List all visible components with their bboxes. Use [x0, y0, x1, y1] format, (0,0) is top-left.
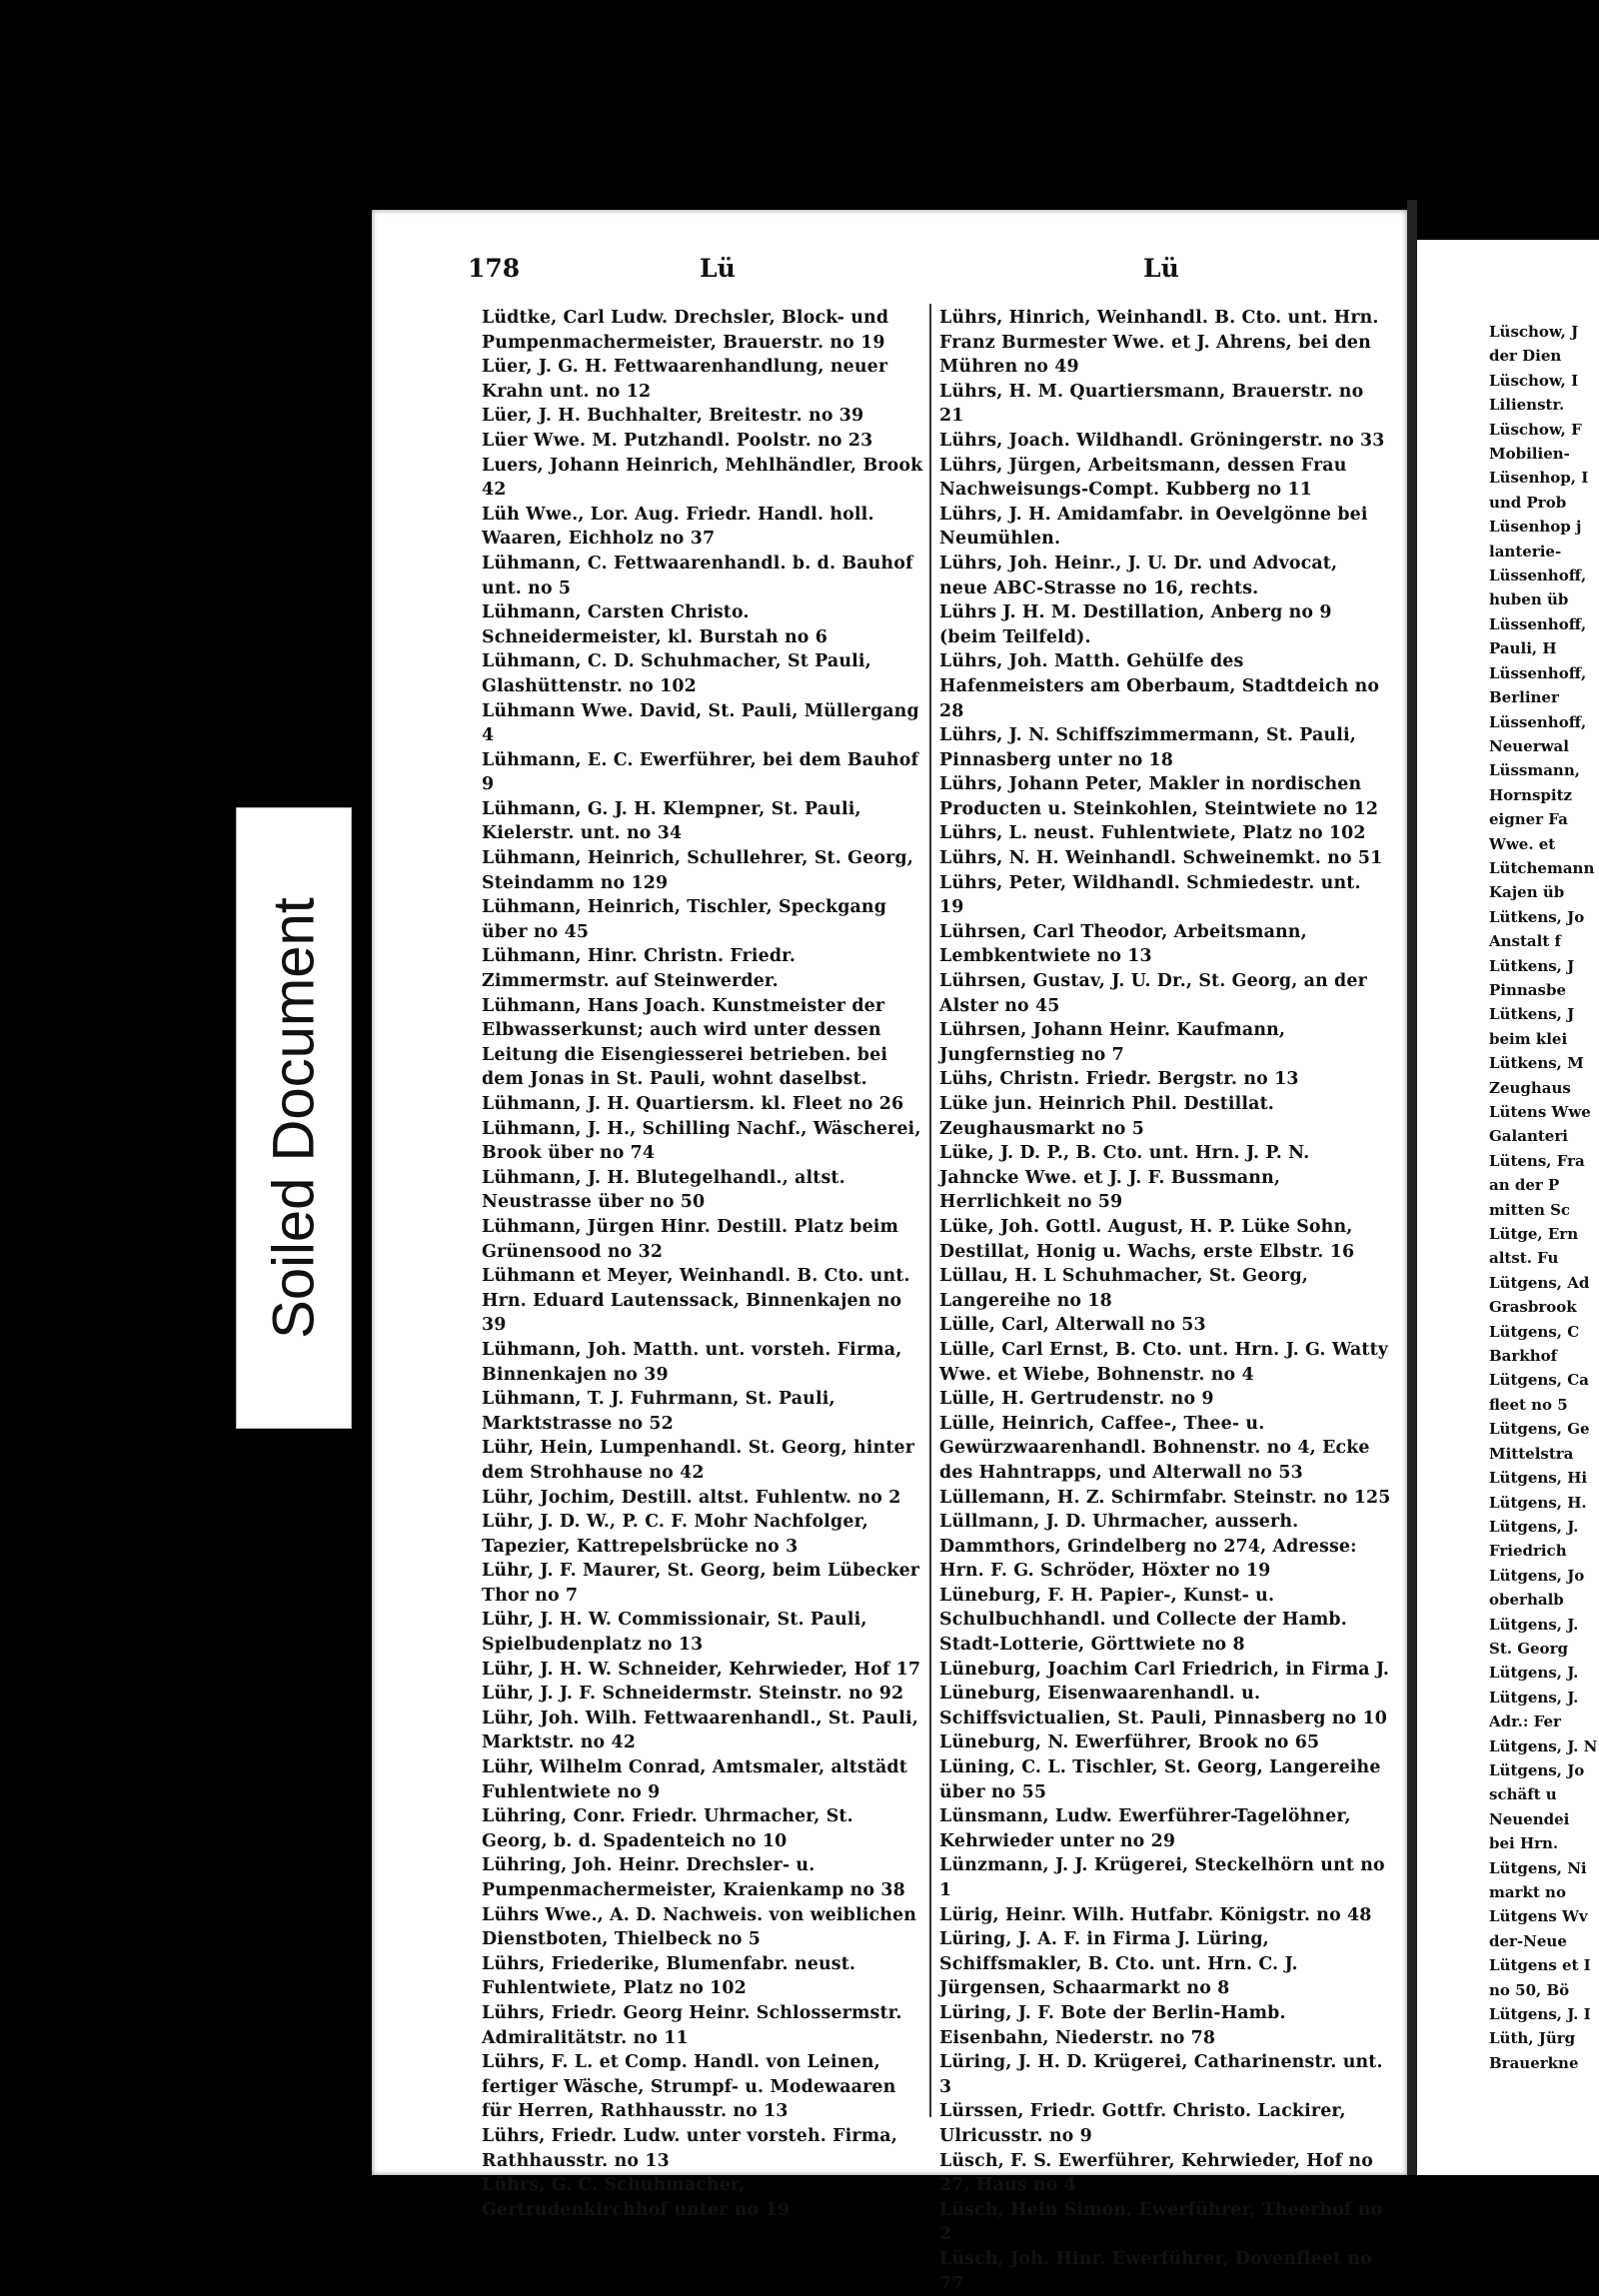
directory-entry: Lüer, J. H. Buchhalter, Breitestr. no 39 [482, 406, 864, 427]
directory-entry: Lühring, Joh. Heinr. Drechsler- u. Pumpenmachermeister, Kraienkamp no 38 [482, 1855, 905, 1900]
directory-entry: Lühr, J. H. W. Schneider, Kehrwieder, Hof 17 [482, 1659, 921, 1680]
directory-entry: Lüke jun. Heinrich Phil. Destillat. Zeughausmarkt no 5 [939, 1094, 1274, 1139]
next-page-fragment: Lütgens, Ni [1489, 1858, 1587, 1877]
next-page-fragment: Lütgens, Ca [1489, 1371, 1589, 1390]
column-divider [929, 304, 931, 2117]
directory-entry: Lühmann, J. H. Quartiersm. kl. Fleet no 26 [482, 1094, 904, 1114]
next-page-fragment: Lütgens, Ad [1489, 1273, 1590, 1292]
next-page-fragment: Galanteri [1489, 1127, 1568, 1146]
next-page-fragment: huben üb [1489, 590, 1569, 609]
directory-entry: Lüring, J. H. D. Krügerei, Catharinenstr. unt. 3 [939, 2052, 1383, 2097]
directory-entry: Lüer Wwe. M. Putzhandl. Poolstr. no 23 [482, 430, 873, 451]
directory-entry: Lührs, Peter, Wildhandl. Schmiedestr. unt. 19 [939, 872, 1361, 918]
next-page-fragment: Friedrich [1489, 1542, 1567, 1561]
next-page-fragment: Lütkens, J [1489, 956, 1575, 975]
directory-entry: Lühmann, Carsten Christo. Schneidermeister, kl. Burstah no 6 [482, 602, 828, 647]
next-page-fragment: Lütgens, J. [1489, 1664, 1579, 1683]
directory-entry: Lührs, Johann Peter, Makler in nordischen Producten u. Steinkohlen, Steintwiete no 12 [939, 774, 1379, 819]
next-page-fragment: Neuendei [1489, 1809, 1570, 1828]
next-page-fragment: Lütkens, J [1489, 1005, 1575, 1024]
next-page-fragment: Lüssenhoff, [1489, 663, 1587, 682]
directory-entry: Lühmann, E. C. Ewerführer, bei dem Bauhof 9 [482, 749, 919, 795]
next-page-fragment: Lüsenhop, I [1489, 469, 1589, 488]
directory-entry: Lührs, N. H. Weinhandl. Schweinemkt. no 51 [939, 848, 1383, 869]
book-gutter [1407, 200, 1417, 2175]
soiled-document-stamp [236, 807, 352, 1429]
next-page-fragment: Hornspitz [1489, 785, 1573, 804]
next-page-fragment: Adr.: Fer [1489, 1713, 1561, 1731]
next-page-fragment: Lütgens, C [1489, 1322, 1580, 1341]
left-column [482, 306, 923, 2222]
next-page-fragment: no 50, Bö [1489, 1980, 1570, 1999]
next-page-fragment: Lilienstr. [1489, 396, 1565, 415]
directory-entry: Lühmann, T. J. Fuhrmann, St. Pauli, Marktstrasse no 52 [482, 1389, 835, 1434]
next-page-fragment: St. Georg [1489, 1639, 1568, 1658]
next-page-fragment: eigner Fa [1489, 810, 1568, 829]
next-page-fragment: Lütgens, J. [1489, 1517, 1579, 1536]
next-page-fragment: altst. Fu [1489, 1249, 1559, 1268]
next-page-fragment: Lüssenhoff, [1489, 567, 1587, 585]
directory-entry: Lührs Wwe., A. D. Nachweis. von weiblichen Dienstboten, Thielbeck no 5 [482, 1904, 917, 1950]
directory-entry: Lühr, J. D. W., P. C. F. Mohr Nachfolger, Tapezier, Kattrepelsbrücke no 3 [482, 1512, 868, 1557]
directory-entry: Lührs, F. L. et Comp. Handl. von Leinen, fertiger Wäsche, Strumpf- u. Modewaaren für Herren, Rathhausstr. no 13 [482, 2052, 896, 2122]
next-page-fragment: Berliner [1489, 688, 1559, 707]
next-page-fragment: Lüsenhop j [1489, 518, 1582, 537]
next-page-fragment: Lüth, Jürg [1489, 2029, 1576, 2048]
next-page-fragment: Barkhof [1489, 1347, 1558, 1366]
directory-entry: Lühmann, Heinrich, Schullehrer, St. Georg, Steindamm no 129 [482, 848, 913, 893]
next-page-fragment: Lütgens, J. N [1489, 1736, 1598, 1755]
next-page-fragment: Lüssenhoff, [1489, 712, 1587, 731]
directory-entry: Lührs, Jürgen, Arbeitsmann, dessen Frau Nachweisungs-Compt. Kubberg no 11 [939, 455, 1347, 501]
directory-entry: Lülle, Carl, Alterwall no 53 [939, 1315, 1206, 1336]
directory-entry: Lührs, Hinrich, Weinhandl. B. Cto. unt. Hrn. Franz Burmester Wwe. et J. Ahrens, bei den Mühren no 49 [939, 308, 1379, 378]
next-page-fragment: beim klei [1489, 1029, 1568, 1048]
next-page-fragment: Mobilien- [1489, 445, 1570, 464]
directory-entry: Lührs, Joach. Wildhandl. Gröningerstr. no 33 [939, 430, 1385, 451]
running-head-right: Lü [1143, 254, 1179, 283]
directory-entry: Lüning, C. L. Tischler, St. Georg, Langereihe über no 55 [939, 1757, 1381, 1802]
directory-entry: Lüllemann, H. Z. Schirmfabr. Steinstr. no 125 [939, 1487, 1391, 1508]
directory-entry: Lüsch, Hein Simon, Ewerführer, Theerhof no 2 [939, 2199, 1383, 2245]
next-page-fragment: Lütge, Ern [1489, 1225, 1579, 1244]
directory-entry: Lühr, Jochim, Destill. altst. Fuhlentw. no 2 [482, 1487, 901, 1508]
page-number: 178 [468, 254, 521, 283]
page-header [468, 254, 1387, 294]
directory-entry: Lühmann Wwe. David, St. Pauli, Müllergang 4 [482, 700, 919, 746]
next-page-fragment: Lütgens, Jo [1489, 1760, 1585, 1779]
next-page-fragment: Neuerwal [1489, 736, 1569, 755]
next-page-fragment: Lütgens et I [1489, 1956, 1591, 1975]
next-page-fragment: der-Neue [1489, 1931, 1567, 1950]
next-page-fragment: Anstalt f [1489, 932, 1561, 951]
directory-entry: Lühr, Wilhelm Conrad, Amtsmaler, altstädt Fuhlentwiete no 9 [482, 1757, 907, 1802]
directory-entry: Lüdtke, Carl Ludw. Drechsler, Block- und Pumpenmachermeister, Brauerstr. no 19 [482, 308, 889, 353]
directory-entry: Lühr, Joh. Wilh. Fettwaarenhandl., St. Pauli, Marktstr. no 42 [482, 1708, 918, 1753]
next-page-fragment: markt no [1489, 1883, 1566, 1901]
running-head-left: Lü [700, 254, 736, 283]
next-page-fragment: Lüschow, I [1489, 371, 1579, 390]
directory-entry: Lührsen, Carl Theodor, Arbeitsmann, Lembkentwiete no 13 [939, 921, 1307, 967]
directory-entry: Lühmann, Hinr. Christn. Friedr. Zimmermstr. auf Steinwerder. [482, 946, 797, 992]
directory-entry: Lüneburg, N. Ewerführer, Brook no 65 [939, 1732, 1320, 1753]
next-page-fragment: Lütkens, M [1489, 1054, 1584, 1073]
next-page-fragment: fleet no 5 [1489, 1395, 1568, 1414]
directory-entry: Lünsmann, Ludw. Ewerführer-Tagelöhner, Kehrwieder unter no 29 [939, 1806, 1351, 1851]
directory-entry: Lühmann, Joh. Matth. unt. vorsteh. Firma, Binnenkajen no 39 [482, 1339, 902, 1385]
directory-page [372, 210, 1407, 2294]
next-page-fragment: an der P [1489, 1176, 1560, 1195]
directory-entry: Lünzmann, J. J. Krügerei, Steckelhörn unt no 1 [939, 1855, 1385, 1900]
directory-entry: Lüring, J. A. F. in Firma J. Lüring, Schiffsmakler, B. Cto. unt. Hrn. C. J. Jürgensen, Schaarmarkt no 8 [939, 1929, 1298, 1999]
next-page-fragment: Zeughaus [1489, 1078, 1571, 1097]
directory-entry: Lühr, J. H. W. Commissionair, St. Pauli, Spielbudenplatz no 13 [482, 1610, 867, 1656]
next-page-fragment: Pauli, H [1489, 639, 1557, 658]
directory-entry: Lüllmann, J. D. Uhrmacher, ausserh. Dammthors, Grindelberg no 274, Adresse: Hrn. F. G. Schröder, Höxter no 19 [939, 1512, 1357, 1582]
directory-entry: Lühmann, Hans Joach. Kunstmeister der Elbwasserkunst; auch wird unter dessen Leitung die Eisengiesserei betrieben. bei dem Jonas in St. Pauli, wohnt daselbst. [482, 995, 888, 1090]
directory-entry: Lülle, Heinrich, Caffee-, Thee- u. Gewürzwaarenhandl. Bohnenstr. no 4, Ecke des Hahntrapps, und Alterwall no 53 [939, 1413, 1370, 1483]
directory-entry: Lührs, Friedr. Ludw. unter vorsteh. Firma, Rathhausstr. no 13 [482, 2125, 897, 2171]
directory-entry: Lühs, Christn. Friedr. Bergstr. no 13 [939, 1069, 1299, 1090]
next-page-fragment: Lütgens, J. [1489, 1615, 1579, 1634]
next-page-fragment: mitten Sc [1489, 1200, 1571, 1219]
directory-entry: Lührs, Friedr. Georg Heinr. Schlossermstr. Admiralitätstr. no 11 [482, 2002, 902, 2048]
directory-entry: Lüh Wwe., Lor. Aug. Friedr. Handl. holl. Waaren, Eichholz no 37 [482, 504, 874, 550]
next-page-fragment: bei Hrn. [1489, 1834, 1559, 1853]
directory-entry: Lühmann, C. Fettwaarenhandl. b. d. Bauhof unt. no 5 [482, 553, 913, 598]
directory-entry: Luers, Johann Heinrich, Mehlhändler, Brook 42 [482, 455, 923, 501]
directory-entry: Lürig, Heinr. Wilh. Hutfabr. Königstr. no 48 [939, 1904, 1372, 1925]
directory-entry: Lühmann, Jürgen Hinr. Destill. Platz beim Grünensood no 32 [482, 1216, 899, 1262]
next-page-fragment: Lütkens, Jo [1489, 907, 1585, 926]
next-page-fragment: Mittelstra [1489, 1444, 1574, 1463]
next-page-fragment: Lüssenhoff, [1489, 614, 1587, 633]
next-page-fragment: Lütchemann [1489, 858, 1595, 877]
next-page-fragment: Lüschow, F [1489, 420, 1582, 439]
directory-entry: Lührs, Joh. Heinr., J. U. Dr. und Advocat, neue ABC-Strasse no 16, rechts. [939, 553, 1338, 598]
next-page-fragment: Lütgens, H. [1489, 1493, 1587, 1512]
directory-entry: Lührs, Friederike, Blumenfabr. neust. Fuhlentwiete, Platz no 102 [482, 1953, 856, 1999]
next-page-fragment: Lütgens Wv [1489, 1907, 1588, 1926]
directory-entry: Lüneburg, F. H. Papier-, Kunst- u. Schulbuchhandl. und Collecte der Hamb. Stadt-Lotterie, Görttwiete no 8 [939, 1585, 1347, 1656]
next-page-fragment: Lütgens, Ge [1489, 1420, 1590, 1439]
directory-entry: Lühmann, G. J. H. Klempner, St. Pauli, Kielerstr. unt. no 34 [482, 798, 861, 844]
next-page-fragment: Brauerkne [1489, 2053, 1579, 2072]
next-page-fragment: Lütens, Fra [1489, 1151, 1585, 1170]
next-page-edge [1417, 240, 1599, 2175]
directory-entry: Lüke, Joh. Gottl. August, H. P. Lüke Sohn, Destillat, Honig u. Wachs, erste Elbstr. 16 [939, 1216, 1355, 1262]
directory-entry: Lülle, Carl Ernst, B. Cto. unt. Hrn. J. G. Watty Wwe. et Wiebe, Bohnenstr. no 4 [939, 1339, 1389, 1385]
stamp-text: Soiled Document [261, 897, 327, 1339]
directory-entry: Lühr, J. F. Maurer, St. Georg, beim Lübecker Thor no 7 [482, 1561, 920, 1606]
next-page-fragment: lanterie- [1489, 542, 1562, 561]
next-page-fragment: Kajen üb [1489, 883, 1565, 902]
directory-entry: Lührs, H. M. Quartiersmann, Brauerstr. no 21 [939, 381, 1364, 427]
directory-entry: Lührs, G. C. Schuhmacher, Gertrudenkirchhof unter no 19 [482, 2175, 791, 2220]
directory-entry: Lührsen, Gustav, J. U. Dr., St. Georg, an der Alster no 45 [939, 971, 1367, 1016]
directory-entry: Lürssen, Friedr. Gottfr. Christo. Lackirer, Ulricusstr. no 9 [939, 2101, 1346, 2146]
next-page-fragment: schäft u [1489, 1785, 1557, 1804]
directory-entry: Lührs J. H. M. Destillation, Anberg no 9 (beim Teilfeld). [939, 602, 1332, 647]
next-page-fragment: Pinnasbe [1489, 980, 1566, 999]
next-page-fragment: Lüssmann, [1489, 761, 1580, 780]
next-page-fragment: Wwe. et [1489, 834, 1556, 853]
directory-entry: Lührs, J. H. Amidamfabr. in Oevelgönne bei Neumühlen. [939, 504, 1368, 550]
directory-entry: Lüer, J. G. H. Fettwaarenhandlung, neuer Krahn unt. no 12 [482, 357, 888, 402]
directory-entry: Lühmann, J. H., Schilling Nachf., Wäscherei, Brook über no 74 [482, 1118, 921, 1164]
directory-entry: Lülle, H. Gertrudenstr. no 9 [939, 1389, 1214, 1410]
directory-entry: Lühr, Hein, Lumpenhandl. St. Georg, hinter dem Strohhause no 42 [482, 1438, 915, 1483]
directory-entry: Lühmann, C. D. Schuhmacher, St Pauli, Glashüttenstr. no 102 [482, 651, 871, 696]
next-page-fragment: Lüschow, J [1489, 323, 1579, 341]
next-page-fragment: Lütens Wwe [1489, 1103, 1591, 1121]
directory-entry: Lüring, J. F. Bote der Berlin-Hamb. Eisenbahn, Niederstr. no 78 [939, 2002, 1286, 2048]
directory-entry: Lühmann, Heinrich, Tischler, Speckgang über no 45 [482, 897, 887, 942]
directory-entry: Lührs, L. neust. Fuhlentwiete, Platz no 102 [939, 823, 1366, 844]
directory-entry: Lüsch, F. S. Ewerführer, Kehrwieder, Hof no 27, Haus no 4 [939, 2150, 1373, 2196]
directory-entry: Lüneburg, Joachim Carl Friedrich, in Firma J. Lüneburg, Eisenwaarenhandl. u. Schiffsvictualien, St. Pauli, Pinnasberg no 10 [939, 1659, 1390, 1728]
next-page-fragment: oberhalb [1489, 1591, 1564, 1610]
next-page-fragments [1489, 320, 1599, 2075]
next-page-fragment: Lütgens, Hi [1489, 1469, 1588, 1488]
directory-entry: Lüllau, H. L Schuhmacher, St. Georg, Langereihe no 18 [939, 1266, 1308, 1311]
directory-entry: Lührsen, Johann Heinr. Kaufmann, Jungfernstieg no 7 [939, 1020, 1286, 1065]
directory-entry: Lüke, J. D. P., B. Cto. unt. Hrn. J. P. N. Jahncke Wwe. et J. J. F. Bussmann, Herrlichkeit no 59 [939, 1143, 1310, 1213]
directory-entry: Lüsch, Joh. Hinr. Ewerführer, Dovenfleet no 77 [939, 2248, 1372, 2294]
directory-entry: Lühmann, J. H. Blutegelhandl., altst. Neustrasse über no 50 [482, 1167, 845, 1213]
directory-entry: Lühring, Conr. Friedr. Uhrmacher, St. Georg, b. d. Spadenteich no 10 [482, 1806, 853, 1851]
next-page-fragment: Lütgens, Jo [1489, 1566, 1585, 1585]
next-page-fragment: Lütgens, J. [1489, 1688, 1579, 1707]
directory-entry: Lührs, Joh. Matth. Gehülfe des Hafenmeisters am Oberbaum, Stadtdeich no 28 [939, 651, 1380, 721]
directory-entry: Lühmann et Meyer, Weinhandl. B. Cto. unt. Hrn. Eduard Lautenssack, Binnenkajen no 39 [482, 1266, 910, 1336]
directory-entry: Lührs, J. N. Schiffszimmermann, St. Pauli, Pinnasberg unter no 18 [939, 725, 1356, 770]
next-page-fragment: Grasbrook [1489, 1298, 1577, 1317]
next-page-fragment: der Dien [1489, 347, 1562, 366]
next-page-fragment: Lütgens, J. I [1489, 2005, 1591, 2024]
directory-entry: Lühr, J. J. F. Schneidermstr. Steinstr. no 92 [482, 1684, 904, 1705]
next-page-fragment: und Prob [1489, 493, 1567, 512]
right-column [939, 306, 1391, 2296]
